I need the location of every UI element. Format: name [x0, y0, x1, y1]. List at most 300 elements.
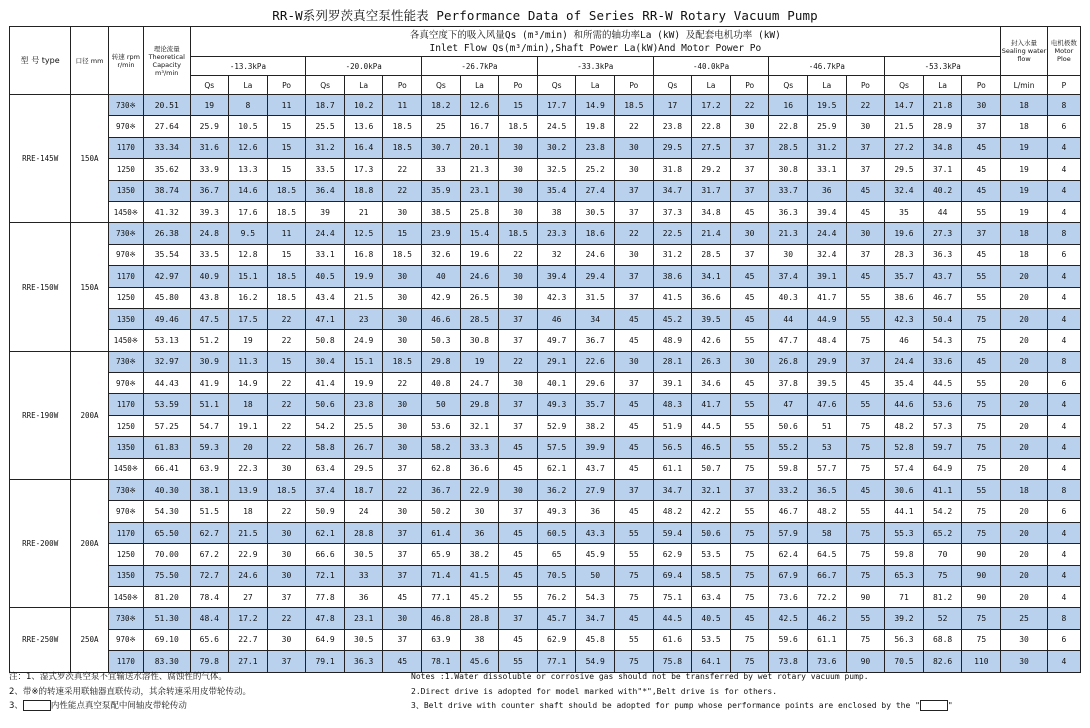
- performance-value-cell: 22.9: [460, 480, 499, 501]
- performance-value-cell: 45.9: [576, 544, 615, 565]
- performance-value-cell: 53: [808, 437, 847, 458]
- sealing-water-cell: 19: [1001, 137, 1048, 158]
- performance-value-cell: 8: [229, 95, 268, 116]
- performance-value-cell: 45: [962, 137, 1001, 158]
- performance-value-cell: 17.2: [229, 608, 268, 629]
- performance-value-cell: 19.9: [344, 373, 383, 394]
- performance-value-cell: 75: [730, 544, 769, 565]
- sealing-water-cell: 20: [1001, 330, 1048, 351]
- performance-value-cell: 24.4: [808, 223, 847, 244]
- performance-value-cell: 51.9: [653, 415, 692, 436]
- header-vacuum-level: -40.0kPa: [653, 57, 769, 76]
- performance-value-cell: 65: [537, 544, 576, 565]
- performance-value-cell: 18.5: [267, 266, 306, 287]
- performance-value-cell: 72.7: [190, 565, 229, 586]
- performance-value-cell: 23.8: [344, 394, 383, 415]
- performance-value-cell: 71.4: [422, 565, 461, 586]
- theoretical-capacity-cell: 27.64: [143, 116, 190, 137]
- performance-value-cell: 28.1: [653, 351, 692, 372]
- performance-value-cell: 30: [769, 244, 808, 265]
- performance-value-cell: 16.4: [344, 137, 383, 158]
- header-sub-qs: Qs: [422, 76, 461, 95]
- performance-value-cell: 46.5: [692, 437, 731, 458]
- performance-value-cell: 18.5: [383, 244, 422, 265]
- performance-value-cell: 70.5: [537, 565, 576, 586]
- performance-value-cell: 36.6: [460, 458, 499, 479]
- performance-value-cell: 37: [615, 266, 654, 287]
- performance-value-cell: 52.9: [537, 415, 576, 436]
- motor-poles-cell: 4: [1047, 201, 1080, 222]
- motor-poles-cell: 4: [1047, 544, 1080, 565]
- performance-value-cell: 54.7: [190, 415, 229, 436]
- table-row: [10, 458, 1081, 479]
- performance-value-cell: 58: [808, 522, 847, 543]
- performance-value-cell: 29.5: [344, 458, 383, 479]
- performance-value-cell: 55: [846, 308, 885, 329]
- sealing-water-cell: 20: [1001, 544, 1048, 565]
- theoretical-capacity-cell: 44.43: [143, 373, 190, 394]
- performance-value-cell: 37: [846, 351, 885, 372]
- performance-value-cell: 37.4: [769, 266, 808, 287]
- performance-value-cell: 59.8: [769, 458, 808, 479]
- performance-value-cell: 18.7: [344, 480, 383, 501]
- performance-value-cell: 29.8: [422, 351, 461, 372]
- header-vacuum-level: -20.0kPa: [306, 57, 422, 76]
- motor-poles-cell: 8: [1047, 223, 1080, 244]
- table-row: [10, 415, 1081, 436]
- performance-value-cell: 44.5: [923, 373, 962, 394]
- performance-value-cell: 33.7: [769, 180, 808, 201]
- performance-value-cell: 37: [730, 480, 769, 501]
- performance-value-cell: 30: [267, 522, 306, 543]
- performance-value-cell: 33.3: [460, 437, 499, 458]
- performance-value-cell: 51.5: [190, 501, 229, 522]
- performance-value-cell: 75: [846, 437, 885, 458]
- performance-value-cell: 50.6: [769, 415, 808, 436]
- performance-value-cell: 45.2: [653, 308, 692, 329]
- performance-value-cell: 22.5: [653, 223, 692, 244]
- performance-value-cell: 30: [499, 137, 538, 158]
- performance-value-cell: 22: [267, 437, 306, 458]
- performance-value-cell: 55: [846, 501, 885, 522]
- theoretical-capacity-cell: 61.83: [143, 437, 190, 458]
- performance-value-cell: 18.7: [306, 95, 345, 116]
- performance-value-cell: 12.5: [344, 223, 383, 244]
- performance-value-cell: 49.3: [537, 394, 576, 415]
- performance-value-cell: 75: [962, 629, 1001, 650]
- performance-value-cell: 57.3: [923, 415, 962, 436]
- performance-value-cell: 45: [499, 565, 538, 586]
- enclosure-box-icon: [920, 700, 948, 711]
- performance-value-cell: 15: [267, 137, 306, 158]
- performance-value-cell: 22: [383, 180, 422, 201]
- performance-value-cell: 29.1: [537, 351, 576, 372]
- performance-value-cell: 40: [422, 266, 461, 287]
- theoretical-capacity-cell: 35.54: [143, 244, 190, 265]
- performance-value-cell: 75: [962, 608, 1001, 629]
- performance-value-cell: 41.1: [923, 480, 962, 501]
- motor-poles-cell: 8: [1047, 351, 1080, 372]
- performance-value-cell: 30.8: [460, 330, 499, 351]
- performance-value-cell: 28.5: [692, 244, 731, 265]
- performance-value-cell: 24.4: [306, 223, 345, 244]
- speed-cell: 1250: [108, 415, 143, 436]
- performance-value-cell: 54.2: [923, 501, 962, 522]
- header-vacuum-level: -26.7kPa: [422, 57, 538, 76]
- table-row: [10, 351, 1081, 372]
- performance-value-cell: 17.7: [537, 95, 576, 116]
- performance-value-cell: 14.6: [229, 180, 268, 201]
- performance-value-cell: 30.5: [344, 629, 383, 650]
- performance-value-cell: 45: [730, 373, 769, 394]
- performance-value-cell: 23.8: [653, 116, 692, 137]
- performance-value-cell: 34.7: [653, 180, 692, 201]
- performance-value-cell: 53.6: [422, 415, 461, 436]
- performance-value-cell: 37.4: [306, 480, 345, 501]
- motor-poles-cell: 6: [1047, 501, 1080, 522]
- performance-value-cell: 55: [962, 287, 1001, 308]
- performance-value-cell: 30: [499, 287, 538, 308]
- performance-value-cell: 37: [962, 223, 1001, 244]
- theoretical-capacity-cell: 66.41: [143, 458, 190, 479]
- performance-value-cell: 18: [229, 501, 268, 522]
- performance-value-cell: 33: [344, 565, 383, 586]
- performance-value-cell: 38.1: [190, 480, 229, 501]
- table-row: [10, 244, 1081, 265]
- performance-value-cell: 75: [962, 330, 1001, 351]
- performance-value-cell: 58.5: [692, 565, 731, 586]
- performance-value-cell: 37: [499, 501, 538, 522]
- sealing-water-cell: 20: [1001, 415, 1048, 436]
- performance-value-cell: 42.9: [422, 287, 461, 308]
- motor-poles-cell: 6: [1047, 629, 1080, 650]
- performance-value-cell: 28.9: [923, 116, 962, 137]
- performance-value-cell: 50: [576, 565, 615, 586]
- performance-value-cell: 22: [499, 244, 538, 265]
- performance-value-cell: 27: [229, 586, 268, 607]
- sealing-water-cell: 20: [1001, 287, 1048, 308]
- theoretical-capacity-cell: 49.46: [143, 308, 190, 329]
- performance-value-cell: 30: [615, 244, 654, 265]
- performance-value-cell: 36: [576, 501, 615, 522]
- performance-value-cell: 30.5: [576, 201, 615, 222]
- performance-value-cell: 66.7: [808, 565, 847, 586]
- motor-poles-cell: 4: [1047, 159, 1080, 180]
- header-sealing-unit: L/min: [1001, 76, 1048, 95]
- performance-value-cell: 50.2: [422, 501, 461, 522]
- note-cn-3-suffix: 内性能点真空泵配中间轴皮带轮传动: [50, 701, 187, 711]
- performance-value-cell: 55.3: [885, 522, 924, 543]
- header-flow: [190, 27, 1001, 57]
- performance-value-cell: 24.4: [885, 351, 924, 372]
- performance-value-cell: 27.4: [576, 180, 615, 201]
- performance-value-cell: 45.7: [537, 608, 576, 629]
- motor-poles-cell: 8: [1047, 95, 1080, 116]
- performance-value-cell: 28.8: [344, 522, 383, 543]
- performance-value-cell: 48.3: [653, 394, 692, 415]
- note-cn-2: 2、带※的转速采用联轴器直联传动，其余转速采用皮带轮传动。: [9, 686, 252, 697]
- speed-cell: 730※: [108, 480, 143, 501]
- performance-value-cell: 36.3: [769, 201, 808, 222]
- performance-value-cell: 32.1: [692, 480, 731, 501]
- performance-value-cell: 45: [615, 608, 654, 629]
- performance-value-cell: 45: [615, 308, 654, 329]
- performance-value-cell: 62.1: [537, 458, 576, 479]
- performance-value-cell: 30: [383, 501, 422, 522]
- table-row: [10, 437, 1081, 458]
- performance-value-cell: 21: [344, 201, 383, 222]
- performance-value-cell: 30: [383, 330, 422, 351]
- performance-value-cell: 81.2: [923, 586, 962, 607]
- performance-value-cell: 36.4: [306, 180, 345, 201]
- performance-value-cell: 39.1: [653, 373, 692, 394]
- theoretical-capacity-cell: 83.30: [143, 651, 190, 672]
- performance-value-cell: 28.5: [460, 308, 499, 329]
- performance-value-cell: 30: [730, 116, 769, 137]
- performance-value-cell: 43.3: [576, 522, 615, 543]
- performance-value-cell: 30: [499, 480, 538, 501]
- bore-cell: 250A: [71, 608, 108, 672]
- header-sealing-water: 封入水量 Sealing water flow: [1001, 27, 1048, 76]
- performance-value-cell: 22.3: [229, 458, 268, 479]
- performance-value-cell: 18.5: [383, 351, 422, 372]
- performance-value-cell: 48.2: [885, 415, 924, 436]
- performance-value-cell: 55: [846, 608, 885, 629]
- header-sub-la: La: [576, 76, 615, 95]
- performance-value-cell: 37: [499, 415, 538, 436]
- performance-value-cell: 49.7: [537, 330, 576, 351]
- speed-cell: 1170: [108, 394, 143, 415]
- speed-cell: 970※: [108, 501, 143, 522]
- performance-value-cell: 31.2: [808, 137, 847, 158]
- performance-value-cell: 28.5: [769, 137, 808, 158]
- performance-value-cell: 31.6: [190, 137, 229, 158]
- table-row: [10, 95, 1081, 116]
- performance-value-cell: 38.2: [460, 544, 499, 565]
- performance-value-cell: 39.4: [808, 201, 847, 222]
- performance-value-cell: 75: [615, 586, 654, 607]
- performance-value-cell: 37.1: [923, 159, 962, 180]
- bore-cell: 200A: [71, 480, 108, 608]
- performance-value-cell: 22: [846, 95, 885, 116]
- performance-value-cell: 21.4: [692, 223, 731, 244]
- performance-value-cell: 13.3: [229, 159, 268, 180]
- performance-value-cell: 82.6: [923, 651, 962, 672]
- performance-value-cell: 62.1: [306, 522, 345, 543]
- performance-value-cell: 34.8: [923, 137, 962, 158]
- table-row: [10, 223, 1081, 244]
- performance-value-cell: 37.3: [653, 201, 692, 222]
- performance-value-cell: 45: [846, 373, 885, 394]
- bore-cell: 200A: [71, 351, 108, 479]
- motor-poles-cell: 6: [1047, 373, 1080, 394]
- theoretical-capacity-cell: 26.38: [143, 223, 190, 244]
- performance-value-cell: 16.8: [344, 244, 383, 265]
- performance-value-cell: 45: [730, 201, 769, 222]
- performance-value-cell: 39.4: [537, 266, 576, 287]
- performance-value-cell: 35.7: [576, 394, 615, 415]
- performance-value-cell: 33.2: [769, 480, 808, 501]
- performance-value-cell: 19: [229, 330, 268, 351]
- performance-value-cell: 31.7: [692, 180, 731, 201]
- performance-value-cell: 37: [267, 651, 306, 672]
- performance-value-cell: 14.7: [885, 95, 924, 116]
- table-row: [10, 330, 1081, 351]
- performance-table: [9, 26, 1081, 673]
- performance-value-cell: 75: [730, 629, 769, 650]
- performance-value-cell: 42.6: [692, 330, 731, 351]
- page-title: RR-W系列罗茨真空泵性能表 Performance Data of Series RR-W Rotary Vacuum Pump: [272, 8, 818, 23]
- table-row: [10, 137, 1081, 158]
- motor-poles-cell: 4: [1047, 266, 1080, 287]
- sealing-water-cell: 19: [1001, 180, 1048, 201]
- performance-value-cell: 38.5: [422, 201, 461, 222]
- performance-value-cell: 37: [499, 394, 538, 415]
- note-en-3: [411, 699, 1090, 714]
- performance-value-cell: 37: [730, 137, 769, 158]
- performance-value-cell: 20.1: [460, 137, 499, 158]
- performance-value-cell: 30: [267, 458, 306, 479]
- performance-value-cell: 57.5: [537, 437, 576, 458]
- speed-cell: 1350: [108, 308, 143, 329]
- speed-cell: 1450※: [108, 330, 143, 351]
- performance-value-cell: 56.3: [885, 629, 924, 650]
- performance-value-cell: 73.6: [808, 651, 847, 672]
- table-row: [10, 501, 1081, 522]
- table-row: [10, 522, 1081, 543]
- performance-value-cell: 17: [653, 95, 692, 116]
- performance-value-cell: 46.7: [769, 501, 808, 522]
- table-row: [10, 480, 1081, 501]
- performance-value-cell: 30: [383, 437, 422, 458]
- performance-value-cell: 35.4: [885, 373, 924, 394]
- performance-value-cell: 22.7: [229, 629, 268, 650]
- performance-value-cell: 61.1: [808, 629, 847, 650]
- performance-value-cell: 45: [846, 480, 885, 501]
- performance-value-cell: 37: [499, 308, 538, 329]
- performance-value-cell: 21.5: [885, 116, 924, 137]
- performance-value-cell: 68.8: [923, 629, 962, 650]
- sealing-water-cell: 20: [1001, 458, 1048, 479]
- performance-value-cell: 39.1: [808, 266, 847, 287]
- performance-value-cell: 40.3: [769, 287, 808, 308]
- table-row: [10, 116, 1081, 137]
- performance-value-cell: 30: [383, 608, 422, 629]
- performance-value-cell: 72.2: [808, 586, 847, 607]
- performance-value-cell: 18.6: [576, 223, 615, 244]
- performance-value-cell: 53.5: [692, 629, 731, 650]
- performance-value-cell: 53.6: [923, 394, 962, 415]
- performance-value-cell: 33: [422, 159, 461, 180]
- sealing-water-cell: 20: [1001, 437, 1048, 458]
- performance-value-cell: 37: [962, 116, 1001, 137]
- header-sub-po: Po: [499, 76, 538, 95]
- performance-value-cell: 55: [846, 394, 885, 415]
- model-cell: RRE-150W: [10, 223, 71, 351]
- performance-value-cell: 29.2: [692, 159, 731, 180]
- performance-value-cell: 44: [923, 201, 962, 222]
- header-bore: 口径 mm: [71, 27, 108, 95]
- performance-value-cell: 46: [537, 308, 576, 329]
- performance-value-cell: 44: [769, 308, 808, 329]
- performance-value-cell: 75: [730, 586, 769, 607]
- performance-value-cell: 36.3: [344, 651, 383, 672]
- performance-value-cell: 58.2: [422, 437, 461, 458]
- speed-cell: 1170: [108, 137, 143, 158]
- performance-value-cell: 41.7: [692, 394, 731, 415]
- motor-poles-cell: 4: [1047, 458, 1080, 479]
- motor-poles-cell: 4: [1047, 522, 1080, 543]
- theoretical-capacity-cell: 41.32: [143, 201, 190, 222]
- performance-value-cell: 9.5: [229, 223, 268, 244]
- performance-value-cell: 30: [383, 308, 422, 329]
- theoretical-capacity-cell: 38.74: [143, 180, 190, 201]
- performance-value-cell: 46.2: [808, 608, 847, 629]
- performance-value-cell: 54.3: [576, 586, 615, 607]
- header-sub-la: La: [808, 76, 847, 95]
- performance-value-cell: 11: [267, 223, 306, 244]
- performance-value-cell: 41.5: [460, 565, 499, 586]
- performance-value-cell: 21.3: [460, 159, 499, 180]
- performance-value-cell: 30: [383, 394, 422, 415]
- performance-value-cell: 36.6: [692, 287, 731, 308]
- performance-value-cell: 41.4: [306, 373, 345, 394]
- header-speed: 转速 rpm r/min: [108, 27, 143, 95]
- performance-value-cell: 51: [808, 415, 847, 436]
- performance-value-cell: 45: [962, 244, 1001, 265]
- performance-value-cell: 15: [267, 244, 306, 265]
- performance-value-cell: 45: [499, 458, 538, 479]
- motor-poles-cell: 8: [1047, 480, 1080, 501]
- theoretical-capacity-cell: 65.50: [143, 522, 190, 543]
- performance-value-cell: 10.2: [344, 95, 383, 116]
- performance-value-cell: 43.8: [190, 287, 229, 308]
- performance-value-cell: 30: [615, 137, 654, 158]
- sealing-water-cell: 20: [1001, 586, 1048, 607]
- performance-value-cell: 45.8: [576, 629, 615, 650]
- bore-cell: 150A: [71, 95, 108, 223]
- performance-value-cell: 75: [962, 394, 1001, 415]
- performance-value-cell: 77.8: [306, 586, 345, 607]
- speed-cell: 1350: [108, 437, 143, 458]
- performance-value-cell: 18.5: [383, 137, 422, 158]
- performance-value-cell: 75: [730, 458, 769, 479]
- header-poles-unit: P: [1047, 76, 1080, 95]
- performance-value-cell: 51.1: [190, 394, 229, 415]
- performance-value-cell: 50.6: [306, 394, 345, 415]
- performance-value-cell: 21.8: [923, 95, 962, 116]
- performance-value-cell: 90: [846, 651, 885, 672]
- performance-value-cell: 65.6: [190, 629, 229, 650]
- performance-value-cell: 34.7: [576, 608, 615, 629]
- performance-value-cell: 22: [267, 308, 306, 329]
- performance-value-cell: 30: [383, 266, 422, 287]
- performance-value-cell: 55: [730, 394, 769, 415]
- performance-value-cell: 52.8: [885, 437, 924, 458]
- motor-poles-cell: 4: [1047, 287, 1080, 308]
- performance-value-cell: 47.8: [306, 608, 345, 629]
- performance-value-cell: 75: [846, 522, 885, 543]
- performance-value-cell: 37: [383, 544, 422, 565]
- performance-value-cell: 25: [422, 116, 461, 137]
- performance-value-cell: 75: [962, 308, 1001, 329]
- performance-value-cell: 47.7: [769, 330, 808, 351]
- performance-value-cell: 37: [499, 608, 538, 629]
- header-sub-po: Po: [267, 76, 306, 95]
- notes-chinese: [9, 670, 409, 714]
- model-cell: RRE-190W: [10, 351, 71, 479]
- performance-value-cell: 30: [460, 501, 499, 522]
